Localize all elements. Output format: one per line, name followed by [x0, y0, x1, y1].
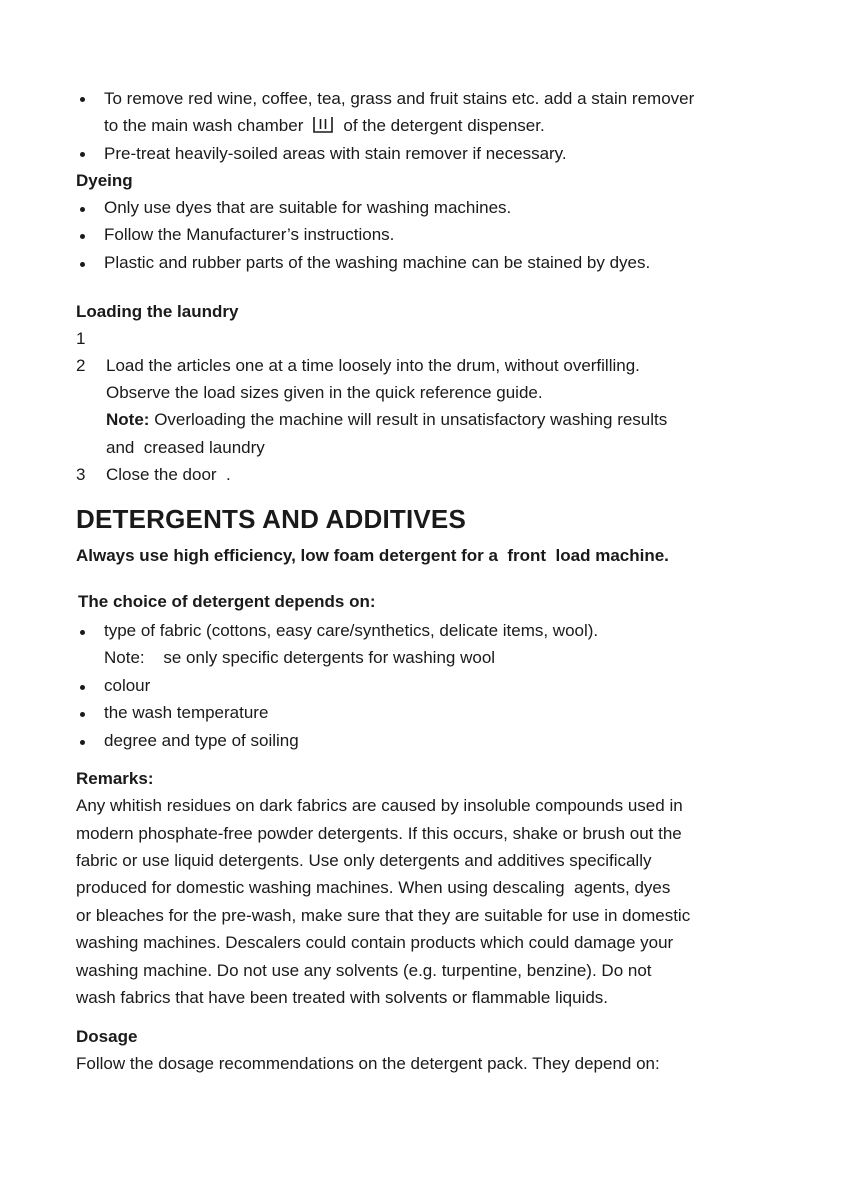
remarks-heading: Remarks: [76, 769, 154, 788]
dyeing-item-1: Only use dyes that are suitable for washing machines. [104, 198, 512, 217]
step-number-3: 3 [76, 465, 86, 484]
remarks-line: washing machines. Descalers could contain products which could damage your [76, 933, 674, 952]
bullet [80, 152, 85, 157]
stain-remover-line-1: To remove red wine, coffee, tea, grass and fruit stains etc. add a stain remover [104, 89, 695, 108]
stain-remover-line-2-text: to the main wash chamber [104, 116, 304, 135]
choice-item-2: colour [104, 676, 151, 695]
step-2-line-2: Observe the load sizes given in the quick reference guide. [106, 383, 543, 402]
choice-note-text: se only specific detergents for washing wool [163, 648, 496, 667]
remarks-line: fabric or use liquid detergents. Use only detergents and additives specifically [76, 851, 652, 870]
step-number-1: 1 [76, 329, 86, 348]
stain-remover-line-2-after: of the detergent dispenser. [343, 116, 545, 135]
detergent-intro: Always use high efficiency, low foam detergent for a front load machine. [76, 546, 669, 565]
step-number-2: 2 [76, 356, 86, 375]
bullet [80, 630, 85, 635]
remarks-line: Any whitish residues on dark fabrics are caused by insoluble compounds used in [76, 796, 683, 815]
dyeing-heading: Dyeing [76, 171, 133, 190]
choice-item-1: type of fabric (cottons, easy care/synthetics, delicate items, wool). [104, 621, 599, 640]
section-title: DETERGENTS AND ADDITIVES [76, 504, 467, 534]
bullet [80, 262, 85, 267]
choice-note [104, 648, 495, 668]
step-2-note-line-2: and creased laundry [106, 438, 265, 457]
bullet [80, 234, 85, 239]
step-3-text: Close the door . [106, 465, 231, 484]
remarks-line: wash fabrics that have been treated with solvents or flammable liquids. [76, 988, 608, 1007]
remarks-line: or bleaches for the pre-wash, make sure that they are suitable for use in domestic [76, 906, 691, 925]
dyeing-item-3: Plastic and rubber parts of the washing machine can be stained by dyes. [104, 253, 651, 272]
bullet [80, 97, 85, 102]
dosage-heading: Dosage [76, 1027, 138, 1046]
remarks-line: produced for domestic washing machines. When using descaling agents, dyes [76, 878, 671, 897]
bullet [80, 685, 85, 690]
choice-heading: The choice of detergent depends on: [78, 592, 376, 611]
dyeing-item-2: Follow the Manufacturer’s instructions. [104, 225, 395, 244]
choice-item-4: degree and type of soiling [104, 731, 299, 750]
main-wash-chamber-icon [313, 116, 333, 132]
note-text: Overloading the machine will result in unsatisfactory washing results [154, 410, 668, 429]
stain-remover-line-2 [104, 116, 545, 136]
pretreat-text: Pre-treat heavily-soiled areas with stain remover if necessary. [104, 144, 567, 163]
bullet [80, 712, 85, 717]
step-2-line-1: Load the articles one at a time loosely into the drum, without overfilling. [106, 356, 640, 375]
bullet [80, 207, 85, 212]
loading-heading: Loading the laundry [76, 302, 239, 321]
bullet [80, 740, 85, 745]
choice-note-label: Note: [104, 648, 145, 667]
remarks-line: modern phosphate-free powder detergents. If this occurs, shake or brush out the [76, 824, 682, 843]
choice-item-3: the wash temperature [104, 703, 269, 722]
remarks-line: washing machine. Do not use any solvents (e.g. turpentine, benzine). Do not [76, 961, 652, 980]
step-2-note [106, 410, 667, 430]
dosage-text: Follow the dosage recommendations on the detergent pack. They depend on: [76, 1054, 660, 1073]
note-label: Note: [106, 410, 150, 429]
